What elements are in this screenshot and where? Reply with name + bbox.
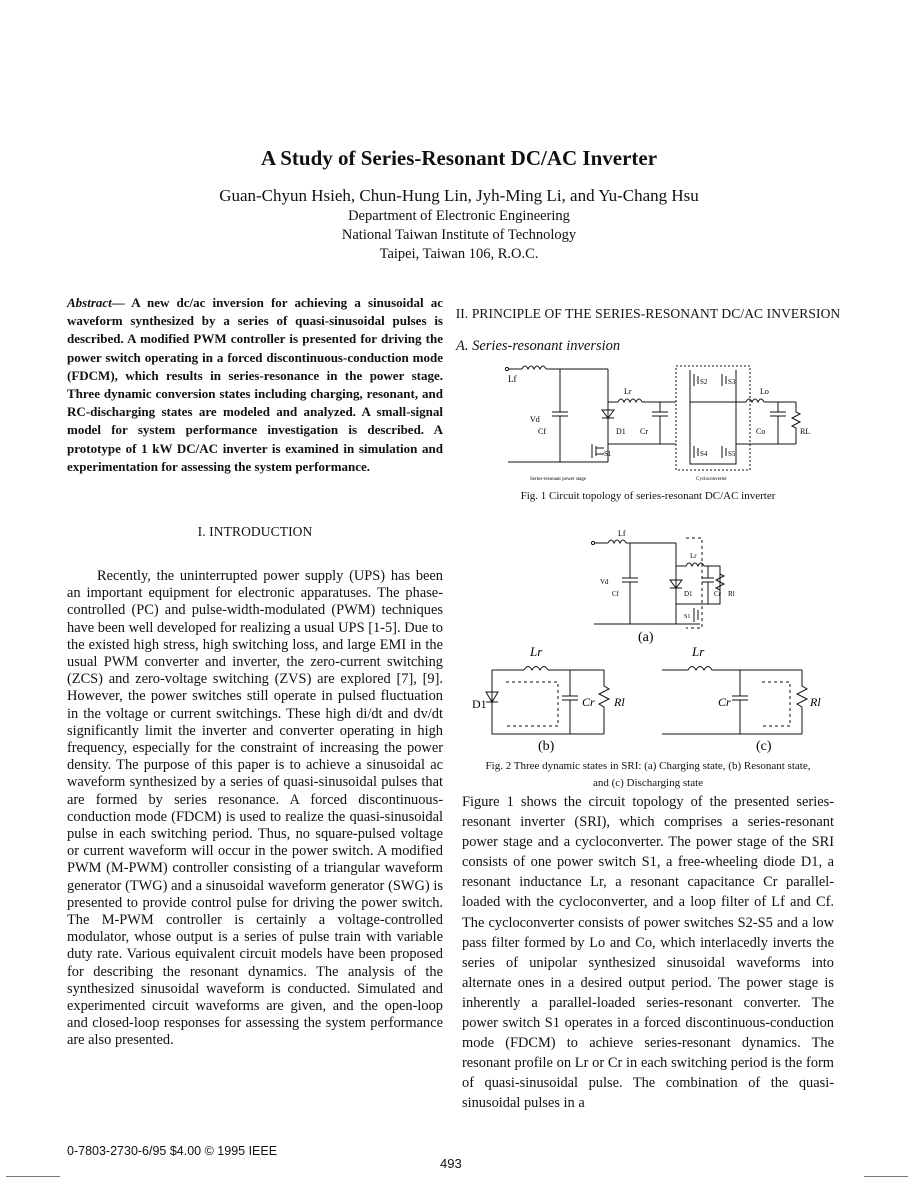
fig2c-lr-label: Lr	[692, 644, 705, 659]
figure-2b-circuit	[468, 642, 636, 754]
fig1-s3-label: S3	[728, 378, 736, 386]
fig2a-s1-label: S1	[684, 614, 691, 620]
abstract-label: Abstract	[67, 295, 112, 310]
fig2a-lf-label: Lf	[618, 529, 626, 538]
affiliation-location: Taipei, Taiwan 106, R.O.C.	[379, 246, 539, 262]
fig1-vd-label: Vd	[530, 415, 540, 424]
fig2a-label: (a)	[638, 630, 654, 644]
section-2-body: Figure 1 shows the circuit topology of the presented series-resonant inverter (SRI), which comprises a series-resonant power stage and a cycloconverter. The power stage of the SRI consists of one power switch S1, a free-wheeling diode D1, a resonant inductance Lr, a resonant capacitance Cr parallel-loaded with the cycloconverter, and a loop filter of Lf and Cf. The cycloconverter consists of power switches S2-S5 and a low pass filter formed by Lo and Co, which interlacedly inverts the series of unipolar synthesized sinusoidal waveforms into alternate ones in a desired output period. The power stage is inherently a parallel-loaded series-resonant converter. The power switch S1 operates in a forced discontinuous-conduction mode (FDCM) to achieve series-resonant dynamics. The resonant profile on Lr or Cr in each switching period is the form of quasi-sinusoidal pulse. The combination of the quasi-sinusoidal pulses in a	[462, 794, 834, 1112]
fig1-power-stage-label: Series-resonant power stage	[530, 477, 587, 482]
fig2c-label: (c)	[756, 739, 772, 754]
fig2b-d1-label: D1	[472, 697, 487, 711]
figure-1-circuit	[500, 352, 820, 486]
fig1-s1-label: S1	[604, 450, 612, 458]
fig2b-lr-label: Lr	[530, 644, 543, 659]
fig1-cr-label: Cr	[640, 427, 648, 436]
author-list: Guan-Chyun Hsieh, Chun-Hung Lin, Jyh-Ming Li, and Yu-Chang Hsu	[219, 186, 699, 205]
fig1-s2-label: S2	[700, 378, 708, 386]
fig2b-label: (b)	[538, 739, 555, 754]
fig1-lr-label: Lr	[624, 387, 632, 396]
figure-1-caption: Fig. 1 Circuit topology of series-resonant DC/AC inverter	[520, 490, 776, 502]
fig1-lf-label: Lf	[508, 374, 517, 384]
fig2a-d1-label: D1	[684, 590, 693, 598]
fig2a-lr-label: Lr	[690, 552, 697, 560]
subsection-heading-series-resonant: A. Series-resonant inversion	[456, 338, 621, 354]
section-heading-principle: II. PRINCIPLE OF THE SERIES-RESONANT DC/AC INVERSION	[455, 306, 841, 321]
footer-rule-left	[6, 1176, 60, 1177]
fig1-cf-label: Cf	[538, 427, 546, 436]
figure-2c-circuit	[660, 642, 830, 754]
fig2c-rl-label: Rl	[810, 695, 821, 709]
fig2a-vd-label: Vd	[600, 578, 609, 586]
figure-2-caption-line2: and (c) Discharging state	[592, 777, 704, 789]
fig1-d1-label: D1	[616, 427, 626, 436]
abstract-text: — A new dc/ac inversion for achieving a sinusoidal ac waveform synthesized by a series of quasi-sinusoidal pulses is described. A modified PWM controller is presented for driving the power switch operating in a forced discontinuous-conduction mode (FDCM), which results in series-resonance in the power stage. Three dynamic conversion states including charging, resonant, and RC-discharging states are modeled and analyzed. A small-signal model for system performance investigation is described. A prototype of 1 kW DC/AC inverter is examined in simulation and experimentation for assessing the system performance.	[67, 295, 443, 474]
figure-2-caption-line1: Fig. 2 Three dynamic states in SRI: (a) Charging state, (b) Resonant state,	[485, 760, 811, 772]
fig1-cyclo-label: Cycloconverter	[696, 477, 727, 482]
fig2b-rl-label: Rl	[614, 695, 625, 709]
affiliation-department: Department of Electronic Engineering	[348, 208, 570, 224]
fig2c-cr-label: Cr	[718, 695, 731, 709]
paper-title: A Study of Series-Resonant DC/AC Inverter	[260, 146, 658, 170]
fig2a-cr-label: Cr	[714, 590, 721, 598]
fig2a-rl-label: Rl	[728, 590, 735, 598]
affiliation-institute: National Taiwan Institute of Technology	[341, 227, 577, 243]
introduction-body: Recently, the uninterrupted power supply (UPS) has been an important equipment for electronic apparatuses. The phase-controlled (PC) and pulse-width-modulated (PWM) techniques have been well developed for realizing a usual UPS [1-5]. Due to the existed high stress, high switching loss, and large EMI in the usual PWM converter and inverter, the zero-current switching (ZCS) and zero-voltage switching (ZVS) are explored [7], [9]. However, the power switches still operate in pulsed fluctuation in the voltage or current switchings. These high di/dt and dv/dt significantly limit the inverter and converter operating in high frequency, especially for the constraint of increasing the power density. The purpose of this paper is to achieve a sinusoidal ac waveform synthesized by a series of quasi-sinusoidal pulses that are formed by series resonance. A forced discontinuous-conduction mode (FDCM) is used to realize the quasi-sinusoidal pulse in each switching period. Thus, no square-pulsed voltage or current waveform will occur in the power switch. A modified PWM (M-PWM) controller consisting of a triangular waveform generator (TWG) and a sinusoidal waveform generator (SWG) is presented to provide control pulse for driving the power switch. The M-PWM controller is certainly a voltage-controlled modulator, whose output is a series of pulse train with variable duty rate. Various equivalent circuit models have been proposed for describing the resonant dynamics. The analysis of the synthesized sinusoidal waveform is conducted. Simulated and experimented circuit waveforms are given, and the open-loop and closed-loop responses for assessing the system performance are also presented.	[67, 568, 443, 1049]
fig1-s4-label: S4	[700, 450, 708, 458]
section-heading-introduction: I. INTRODUCTION	[197, 524, 313, 539]
fig2a-cf-label: Cf	[612, 590, 619, 598]
fig1-lo-label: Lo	[760, 387, 769, 396]
fig1-s5-label: S5	[728, 450, 736, 458]
footer-rule-right	[864, 1176, 908, 1177]
fig1-rl-label: RL	[800, 427, 811, 436]
figure-2a-circuit	[590, 524, 760, 644]
copyright-notice: 0-7803-2730-6/95 $4.00 © 1995 IEEE	[67, 1144, 278, 1158]
page-number: 493	[440, 1156, 462, 1171]
abstract	[67, 294, 443, 476]
fig2b-cr-label: Cr	[582, 695, 595, 709]
fig1-co-label: Co	[756, 427, 766, 436]
